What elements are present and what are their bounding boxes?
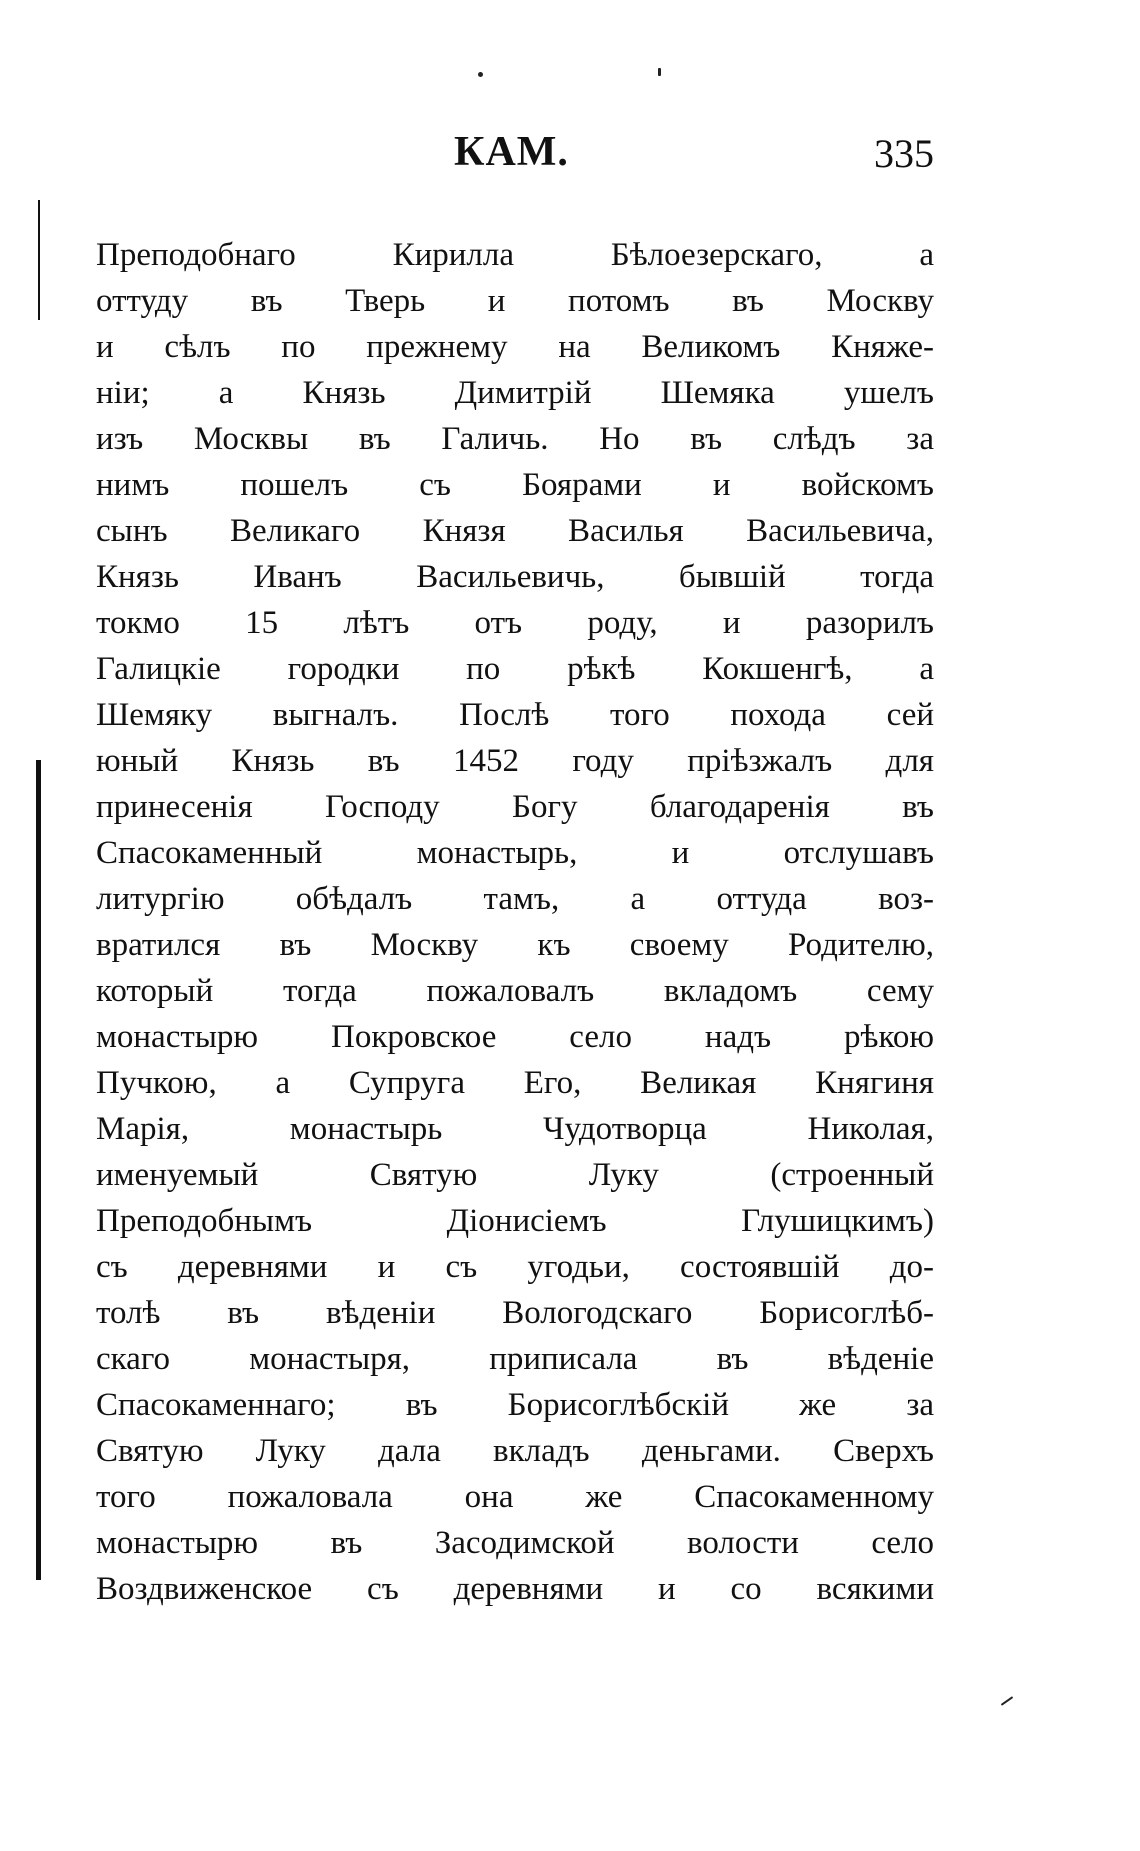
- text-line: который тогда пожаловалъ вкладомъ сему: [96, 973, 934, 1009]
- text-line: Спасокаменный монастырь, и отслушавъ: [96, 835, 934, 871]
- scan-speck: [658, 68, 661, 76]
- text-line: монастырю въ Засодимской волости село: [96, 1525, 934, 1561]
- text-line: съ деревнями и съ угодьи, состоявшій до-: [96, 1249, 934, 1285]
- running-head: КАМ.: [454, 129, 569, 175]
- text-line: принесенія Господу Богу благодаренія въ: [96, 789, 934, 825]
- text-line: Воздвиженское съ деревнями и со всякими: [96, 1571, 934, 1607]
- text-line: нимъ пошелъ съ Боярами и войскомъ: [96, 467, 934, 503]
- text-line: Святую Луку дала вкладъ деньгами. Сверхъ: [96, 1433, 934, 1469]
- text-line: и сѣлъ по прежнему на Великомъ Княже-: [96, 329, 934, 365]
- text-line: того пожаловала она же Спасокаменному: [96, 1479, 934, 1515]
- text-line: монастырю Покровское село надъ рѣкою: [96, 1019, 934, 1055]
- text-line: литургію обѣдалъ тамъ, а оттуда воз-: [96, 881, 934, 917]
- page-edge-mark: [36, 760, 41, 1580]
- text-line: Спасокаменнаго; въ Борисоглѣбскій же за: [96, 1387, 934, 1423]
- text-line: изъ Москвы въ Галичь. Но въ слѣдъ за: [96, 421, 934, 457]
- page-edge-mark: [38, 200, 40, 320]
- text-line: Пучкою, а Супруга Его, Великая Княгиня: [96, 1065, 934, 1101]
- page-header: [96, 128, 934, 188]
- text-line: вратился въ Москву къ своему Родителю,: [96, 927, 934, 963]
- text-line: Галицкіе городки по рѣкѣ Кокшенгѣ, а: [96, 651, 934, 687]
- text-line: толѣ въ вѣденіи Вологодскаго Борисоглѣб-: [96, 1295, 934, 1331]
- text-line: Преподобнаго Кирилла Бѣлоезерскаго, а: [96, 237, 934, 273]
- text-line: ніи; а Князь Димитрій Шемяка ушелъ: [96, 375, 934, 411]
- text-line: юный Князь въ 1452 году пріѣзжалъ для: [96, 743, 934, 779]
- page-number: 335: [874, 131, 934, 176]
- text-line: Марія, монастырь Чудотворца Николая,: [96, 1111, 934, 1147]
- text-line: скаго монастыря, приписала въ вѣденіе: [96, 1341, 934, 1377]
- scan-speck: [478, 72, 483, 77]
- text-line: Князь Иванъ Васильевичь, бывшій тогда: [96, 559, 934, 595]
- text-line: токмо 15 лѣтъ отъ роду, и разорилъ: [96, 605, 934, 641]
- body-text: [96, 232, 934, 1612]
- scan-speck: [1001, 1696, 1014, 1706]
- text-line: именуемый Святую Луку (строенный: [96, 1157, 934, 1193]
- text-line: оттуду въ Тверь и потомъ въ Москву: [96, 283, 934, 319]
- text-line: Шемяку выгналъ. Послѣ того похода сей: [96, 697, 934, 733]
- text-line: Преподобнымъ Діонисіемъ Глушицкимъ): [96, 1203, 934, 1239]
- text-line: сынъ Великаго Князя Василья Васильевича,: [96, 513, 934, 549]
